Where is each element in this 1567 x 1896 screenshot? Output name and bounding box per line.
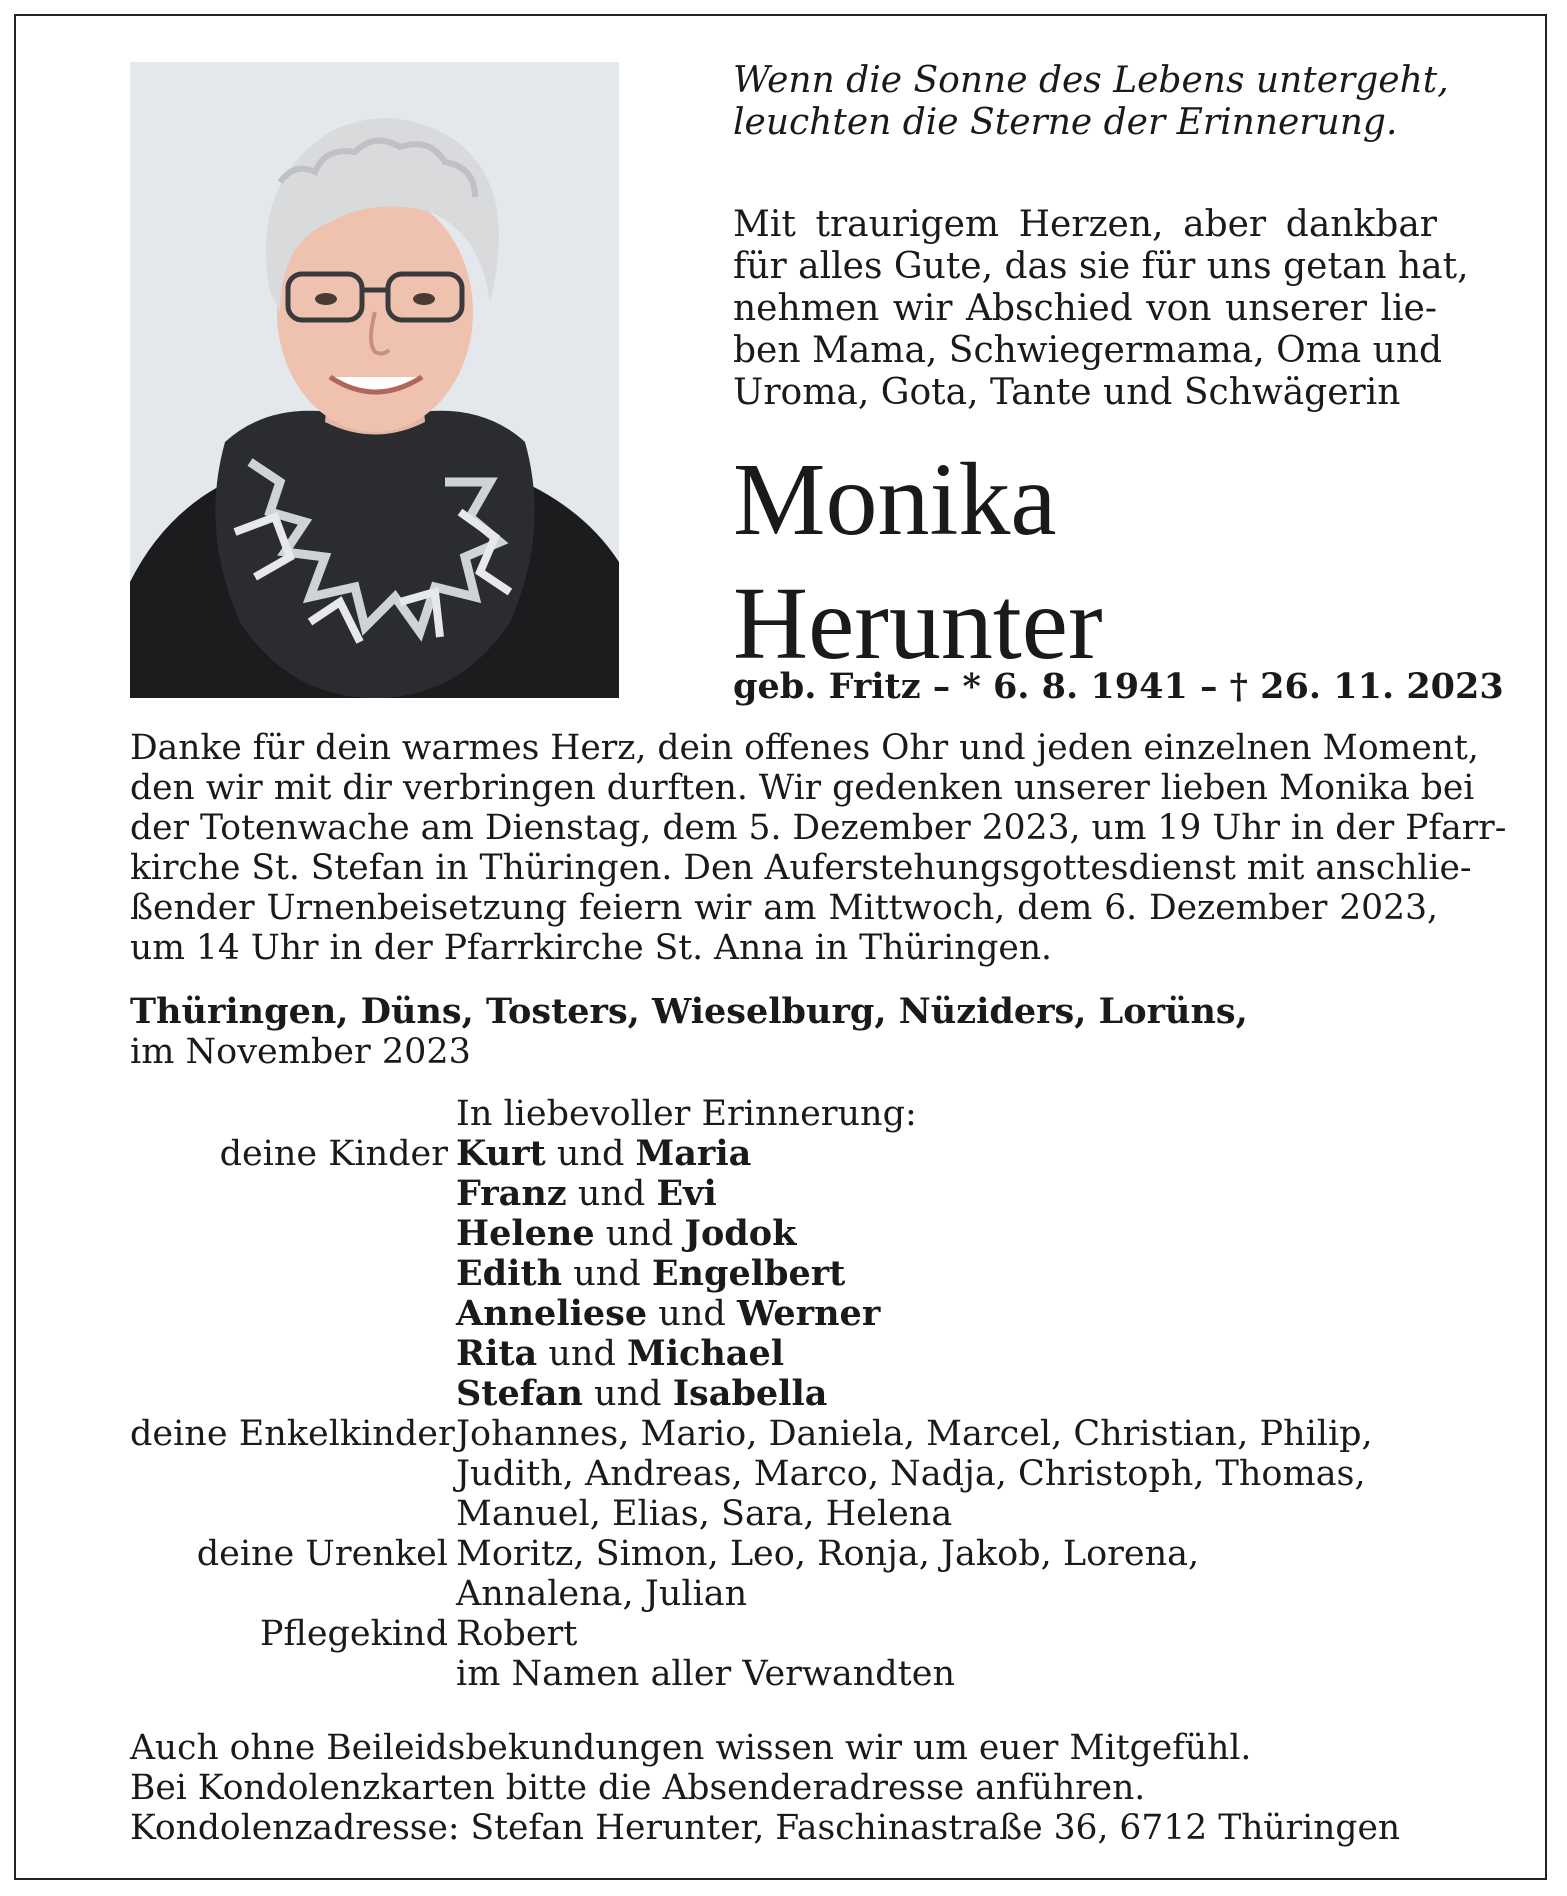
condolence-info	[130, 1728, 1450, 1848]
motto-quote	[733, 60, 1453, 144]
body-line: den wir mit dir verbringen durften. Wir gedenken unserer lieben Monika bei	[130, 768, 1475, 808]
intro-line: nehmen wir Abschied von unserer lie-	[733, 288, 1437, 329]
motto-line: leuchten die Sterne der Erinnerung.	[733, 102, 1398, 143]
towns: Thüringen, Düns, Tosters, Wieselburg, Nüziders, Lorüns,	[130, 991, 1248, 1032]
great-grandchildren-line: Annalena, Julian	[456, 1574, 748, 1614]
great-grandchildren-line: Moritz, Simon, Leo, Ronja, Jakob, Lorena,	[456, 1534, 1200, 1574]
intro-line: Uroma, Gota, Tante und Schwägerin	[733, 372, 1401, 413]
body-line: ßender Urnenbeisetzung feiern wir am Mittwoch, dem 6. Dezember 2023,	[130, 888, 1438, 928]
intro-text	[733, 204, 1469, 414]
body-line: kirche St. Stefan in Thüringen. Den Auferstehungsgottesdienst mit anschlie-	[130, 848, 1472, 888]
great-grandchildren-label: deine Urenkel	[196, 1534, 448, 1574]
condolence-address: Kondolenzadresse: Stefan Herunter, Faschinastraße 36, 6712 Thüringen	[130, 1808, 1401, 1848]
child-couple: Helene und Jodok	[456, 1213, 797, 1254]
mourners-list	[130, 1094, 1450, 1694]
intro-line: für alles Gute, das sie für uns getan hat,	[733, 246, 1469, 287]
relatives-note: im Namen aller Verwandten	[456, 1654, 955, 1694]
funeral-details	[130, 728, 1507, 968]
child-couple: Franz und Evi	[456, 1173, 717, 1214]
footer-line: Auch ohne Beileidsbekundungen wissen wir um euer Mitgefühl.	[130, 1728, 1252, 1768]
grandchildren-line: Manuel, Elias, Sara, Helena	[456, 1494, 953, 1534]
body-line: um 14 Uhr in der Pfarrkirche St. Anna in Thüringen.	[130, 928, 1053, 968]
foster-child: Robert	[456, 1614, 578, 1654]
body-line: der Totenwache am Dienstag, dem 5. Dezember 2023, um 19 Uhr in der Pfarr-	[130, 808, 1507, 848]
deceased-name	[733, 438, 1493, 686]
child-couple: Anneliese und Werner	[456, 1293, 881, 1334]
places-and-date	[130, 992, 1438, 1072]
intro-line: ben Mama, Schwiegermama, Oma und	[733, 330, 1443, 371]
foster-label: Pflegekind	[259, 1614, 448, 1654]
child-couple: Edith und Engelbert	[456, 1253, 846, 1294]
body-line: Danke für dein warmes Herz, dein offenes Ohr und jeden einzelnen Moment,	[130, 728, 1479, 768]
motto-line: Wenn die Sonne des Lebens untergeht,	[733, 60, 1449, 101]
child-couple: Rita und Michael	[456, 1333, 785, 1374]
mourners-heading: In liebevoller Erinnerung:	[456, 1094, 917, 1134]
intro-line: Mit traurigem Herzen, aber dankbar	[733, 204, 1437, 245]
last-name: Herunter	[733, 566, 1103, 681]
notice-date: im November 2023	[130, 1032, 471, 1072]
grandchildren-line: Johannes, Mario, Daniela, Marcel, Christian, Philip,	[456, 1414, 1373, 1454]
footer-line: Bei Kondolenzkarten bitte die Absenderadresse anführen.	[130, 1768, 1146, 1808]
grandchildren-label: deine Enkelkinder	[130, 1414, 455, 1454]
child-couple: Stefan und Isabella	[456, 1373, 828, 1414]
child-couple: Kurt und Maria	[456, 1133, 752, 1174]
portrait-photo	[130, 62, 619, 698]
children-label: deine Kinder	[219, 1134, 448, 1174]
birth-death-dates: geb. Fritz – * 6. 8. 1941 – † 26. 11. 2023	[733, 666, 1504, 707]
grandchildren-line: Judith, Andreas, Marco, Nadja, Christoph, Thomas,	[456, 1454, 1366, 1494]
first-name: Monika	[733, 442, 1057, 557]
